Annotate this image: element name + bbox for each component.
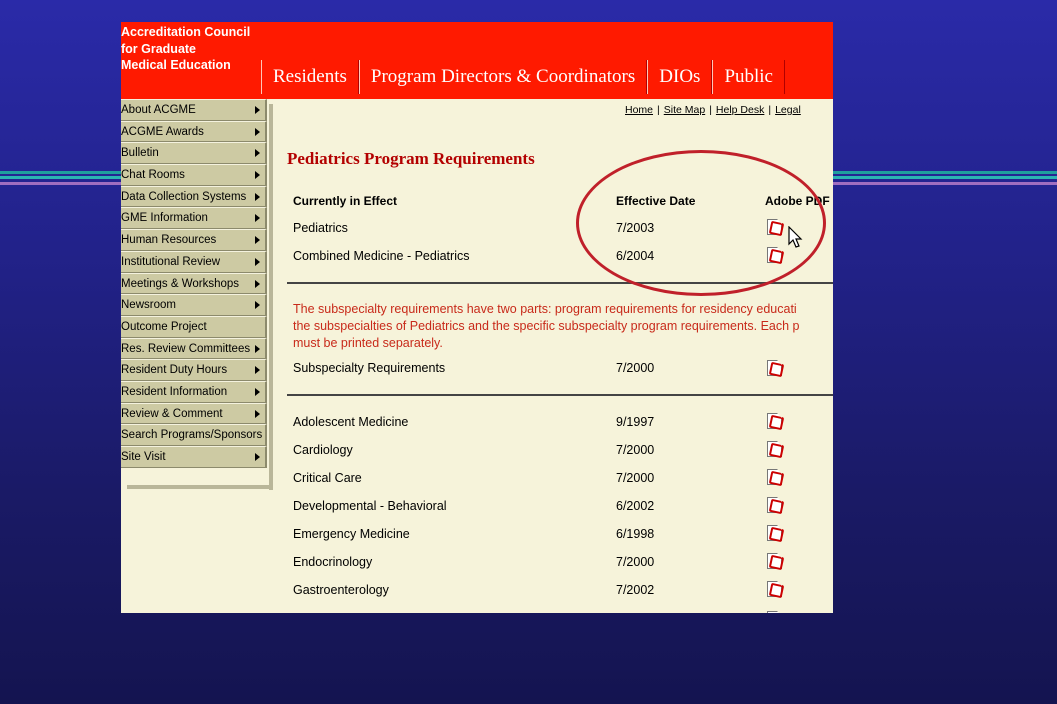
- sidebar-menu-item[interactable]: [121, 403, 267, 425]
- submenu-arrow-icon: [255, 106, 260, 114]
- submenu-arrow-icon: [255, 214, 260, 222]
- sidebar-menu-item[interactable]: [121, 446, 267, 468]
- pdf-icon[interactable]: [767, 497, 782, 513]
- sidebar-menu-label: Human Resources: [121, 234, 217, 247]
- subspecialty-name: Adolescent Medicine: [293, 415, 409, 429]
- nav-tab-program-directors[interactable]: Program Directors & Coordinators: [359, 60, 647, 94]
- subspecialty-notice: The subspecialty requirements have two parts: program requirements for residency educati the subspecialties of Pediatrics and the specific subspecialty program requirements. Each p must be printed separately.: [293, 302, 800, 350]
- subspecialty-date: 7/2000: [616, 471, 655, 485]
- pdf-icon[interactable]: [767, 581, 782, 597]
- subspecialty-date: 7/2000: [616, 555, 655, 569]
- sidebar-menu-label: Site Visit: [121, 451, 166, 463]
- sidebar-menu-item[interactable]: [121, 186, 267, 208]
- sidebar-menu-item[interactable]: [121, 338, 267, 360]
- subspecialty-name: Developmental - Behavioral: [293, 499, 447, 513]
- pdf-icon[interactable]: [767, 219, 782, 235]
- pdf-icon[interactable]: [767, 611, 782, 613]
- submenu-arrow-icon: [255, 345, 260, 353]
- sidebar-menu-item[interactable]: [121, 99, 267, 121]
- subspecialty-name: Critical Care: [293, 471, 362, 485]
- submenu-arrow-icon: [255, 453, 260, 461]
- subspecialty-date: 6/2002: [616, 499, 655, 513]
- site-map-link[interactable]: Site Map: [663, 104, 706, 116]
- sidebar-menu-item[interactable]: [121, 142, 267, 164]
- requirement-name: Pediatrics: [293, 221, 348, 235]
- sidebar-menu-label: Newsroom: [121, 299, 176, 312]
- pdf-icon[interactable]: [767, 247, 782, 263]
- submenu-arrow-icon: [255, 410, 260, 418]
- logo-line: Accreditation Council: [121, 25, 251, 39]
- sidebar-menu-label: Search Programs/Sponsors: [121, 429, 263, 442]
- nav-tab-public[interactable]: Public: [712, 60, 785, 94]
- sidebar-menu-item[interactable]: [121, 251, 267, 273]
- sidebar-menu-item[interactable]: [121, 164, 267, 186]
- submenu-arrow-icon: [255, 171, 260, 179]
- sidebar-menu-item[interactable]: [121, 424, 267, 446]
- submenu-arrow-icon: [255, 258, 260, 266]
- divider: [287, 282, 833, 284]
- submenu-arrow-icon: [255, 193, 260, 201]
- website-screenshot: [121, 22, 833, 613]
- column-header-pdf: Adobe PDF: [765, 194, 830, 208]
- sidebar-menu: [121, 99, 267, 468]
- utility-links: Home | Site Map | Help Desk | Legal: [625, 104, 801, 116]
- pdf-icon[interactable]: [767, 525, 782, 541]
- pdf-icon[interactable]: [767, 360, 782, 376]
- sidebar-menu-label: Outcome Project: [121, 320, 207, 333]
- submenu-arrow-icon: [255, 128, 260, 136]
- sidebar-menu-label: Resident Duty Hours: [121, 364, 228, 377]
- requirement-date: 7/2000: [616, 361, 655, 375]
- submenu-arrow-icon: [255, 301, 260, 309]
- legal-link[interactable]: Legal: [775, 104, 801, 116]
- subspecialty-date: 9/1997: [616, 415, 655, 429]
- requirement-date: 7/2003: [616, 221, 655, 235]
- column-header-date: Effective Date: [616, 194, 696, 208]
- sidebar-menu-label: Institutional Review: [121, 255, 221, 268]
- sidebar-menu-label: About ACGME: [121, 104, 196, 116]
- submenu-arrow-icon: [255, 149, 260, 157]
- requirement-name: Combined Medicine - Pediatrics: [293, 249, 470, 263]
- sidebar-menu-item[interactable]: [121, 229, 267, 251]
- sidebar-menu-item[interactable]: [121, 294, 267, 316]
- sidebar-menu-item[interactable]: [121, 359, 267, 381]
- nav-tab-dios[interactable]: DIOs: [647, 60, 712, 94]
- sidebar-menu-item[interactable]: [121, 207, 267, 229]
- pdf-icon[interactable]: [767, 441, 782, 457]
- sidebar-menu-label: GME Information: [121, 212, 208, 225]
- sidebar-menu-item[interactable]: [121, 316, 267, 338]
- sidebar-menu-label: Meetings & Workshops: [121, 277, 240, 290]
- sidebar-menu-label: Chat Rooms: [121, 169, 185, 182]
- sidebar-menu-item[interactable]: [121, 381, 267, 403]
- nav-tab-residents[interactable]: Residents: [261, 60, 359, 94]
- site-header: [121, 22, 833, 99]
- sidebar-menu-label: Review & Comment: [121, 407, 223, 420]
- main-nav: [261, 60, 785, 100]
- sidebar-menu-label: Data Collection Systems: [121, 190, 247, 203]
- sidebar-menu-label: Resident Information: [121, 385, 228, 398]
- sidebar-menu-label: Bulletin: [121, 147, 159, 160]
- subspecialty-date: 7/2002: [616, 583, 655, 597]
- submenu-arrow-icon: [255, 280, 260, 288]
- menu-shadow: [269, 104, 273, 490]
- sidebar-menu-item[interactable]: [121, 121, 267, 143]
- logo-line: Medical Education: [121, 58, 231, 72]
- submenu-arrow-icon: [255, 366, 260, 374]
- subspecialty-name: Endocrinology: [293, 555, 373, 569]
- help-desk-link[interactable]: Help Desk: [715, 104, 765, 116]
- home-link[interactable]: Home: [625, 104, 654, 116]
- logo-line: for Graduate: [121, 41, 197, 56]
- subspecialty-name: Gastroenterology: [293, 583, 389, 597]
- sidebar-menu-label: Res. Review Committees: [121, 342, 251, 355]
- site-logo[interactable]: [121, 24, 261, 74]
- requirement-date: 6/2004: [616, 249, 655, 263]
- mouse-pointer-icon: [788, 226, 804, 250]
- submenu-arrow-icon: [255, 388, 260, 396]
- subspecialty-date: 7/2000: [616, 443, 655, 457]
- column-header-name: Currently in Effect: [293, 194, 398, 208]
- subspecialty-date: 6/1998: [616, 527, 655, 541]
- page-title: Pediatrics Program Requirements: [287, 149, 535, 168]
- sidebar-menu-label: ACGME Awards: [121, 125, 204, 138]
- pdf-icon[interactable]: [767, 413, 782, 429]
- pdf-icon[interactable]: [767, 469, 782, 485]
- submenu-arrow-icon: [255, 236, 260, 244]
- divider: [287, 394, 833, 396]
- subspecialty-name: Cardiology: [293, 443, 353, 457]
- pdf-icon[interactable]: [767, 553, 782, 569]
- sidebar-menu-item[interactable]: [121, 273, 267, 295]
- menu-shadow: [127, 485, 273, 489]
- subspecialty-name: Emergency Medicine: [293, 527, 410, 541]
- requirement-name: Subspecialty Requirements: [293, 361, 446, 375]
